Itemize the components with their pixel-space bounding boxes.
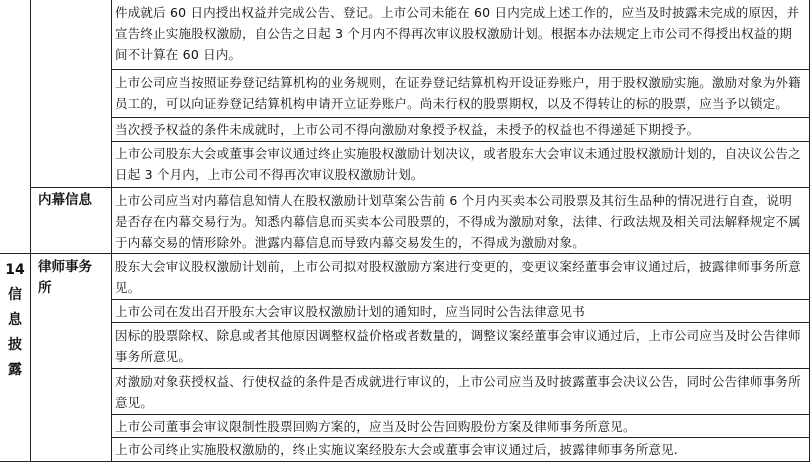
row-divider: [112, 322, 810, 323]
table-row: 上市公司终止实施股权激励的，终止实施议案经股东大会或董事会审议通过后，披露律师事务所意见.: [115, 442, 678, 457]
table-row: 上市公司股东大会或董事会审议通过终止实施股权激励计划决议，或者股东大会审议未通过股权激励计划的，自决议公告之日起 3 个月内，上市公司不得再次审议股权激励计划。: [115, 146, 801, 182]
row-divider: [112, 69, 810, 70]
table-row: 上市公司董事会审议限制性股票回购方案的，应当及时公告回购股份方案及律师事务所意见。: [115, 419, 636, 434]
row-divider: [112, 414, 810, 415]
lawyer-label: 律师事务: [38, 259, 92, 275]
section-char: 披: [8, 337, 22, 353]
section-char: 露: [8, 362, 22, 378]
row-divider: [112, 368, 810, 369]
lawyer-label-cont: 所: [38, 280, 52, 296]
index-column: [0, 0, 31, 462]
row-divider: [31, 187, 810, 188]
table-row: 上市公司在发出召开股东大会审议股权激励计划的通知时，应当同时公告法律意见书: [115, 304, 585, 319]
row-divider: [112, 117, 810, 118]
row-divider: [112, 437, 810, 438]
table-row: 上市公司应当对内幕信息知情人在股权激励计划草案公告前 6 个月内买卖本公司股票及其衍生品种的情况进行自查，说明是否存在内幕交易行为。知悉内幕信息而买卖本公司股票的，不得成为激励对象，法律、行政法规及相关司法解释规定不属于内幕交易的情形除外。泄露内幕信息而导致内幕交易发生的，不得成为激励对象。: [115, 193, 801, 250]
row-divider: [112, 299, 810, 300]
table-row: 当次授予权益的条件未成就时，上市公司不得向激励对象授予权益，未授予的权益也不得递延下期授予。: [115, 122, 700, 137]
section-number: 14: [5, 262, 25, 278]
table-row: 件成就后 60 日内授出权益并完成公告、登记。上市公司未能在 60 日内完成上述工作的，应当及时披露未完成的原因，并宣告终止实施股权激励，自公告之日起 3 个月内不得再次审议股权激励计划。根据本办法规定上市公司不得授出权益的期间不计算在 60 日内。: [115, 5, 800, 62]
table-row: 上市公司应当按照证券登记结算机构的业务规则，在证券登记结算机构开设证券账户，用于股权激励实施。激励对象为外籍员工的，可以向证券登记结算机构申请开立证券账户。尚未行权的股票期权，以及不得转让的标的股票，应当予以锁定。: [115, 75, 801, 111]
row-divider: [0, 253, 810, 254]
table-row: 对激励对象获授权益、行使权益的条件是否成就进行审议的，上市公司应当及时披露董事会决议公告，同时公告律师事务所意见。: [115, 374, 801, 410]
category-column: [31, 0, 112, 462]
row-divider: [112, 141, 810, 142]
table-row: 股东大会审议股权激励计划前，上市公司拟对股权激励方案进行变更的，变更议案经董事会审议通过后，披露律师事务所意见。: [115, 259, 801, 295]
table-row: 因标的股票除权、除息或者其他原因调整权益价格或者数量的，调整议案经董事会审议通过后，上市公司应当及时公告律师事务所意见。: [115, 328, 801, 364]
insider-info-label: 内幕信息: [38, 192, 92, 208]
section-char: 信: [8, 287, 22, 303]
section-char: 息: [8, 312, 22, 328]
